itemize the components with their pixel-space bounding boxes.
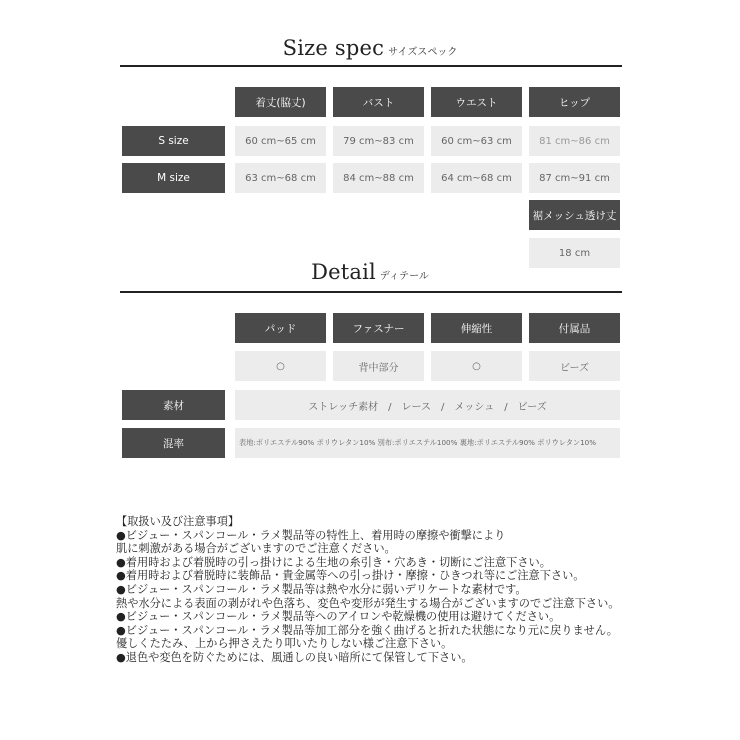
detail-subtitle: ディテール — [379, 271, 429, 282]
size-spec-divider — [120, 65, 622, 67]
size-header-hip: ヒップ — [529, 87, 620, 117]
size-cell-s-length: 60 cm~65 cm — [235, 126, 326, 156]
detail-header-pad: パッド — [235, 313, 326, 343]
size-header-mesh-length: 裾メッシュ透け丈 — [529, 200, 620, 230]
detail-header-zipper: ファスナー — [333, 313, 424, 343]
blend-label: 混率 — [122, 428, 225, 458]
size-cell-m-waist: 64 cm~68 cm — [431, 163, 522, 193]
detail-cell-accessories: ビーズ — [529, 351, 620, 381]
material-value: ストレッチ素材 / レース / メッシュ / ビーズ — [235, 390, 620, 420]
care-note-line: ●着用時および着脱時の引っ掛けによる生地の糸引き・穴あき・切断にご注意下さい。 — [116, 555, 551, 569]
care-notes-heading: 【取扱い及び注意事項】 — [116, 515, 240, 528]
size-cell-m-hip: 87 cm~91 cm — [529, 163, 620, 193]
care-note-line: ●着用時および着脱時に装飾品・貴金属等への引っ掛け・摩擦・ひきつれ等にご注意下さい。 — [116, 569, 585, 583]
care-note-line: ●ビジュー・スパンコール・ラメ製品等は熱や水分に弱いデリケートな素材です。 — [116, 582, 527, 596]
care-note-line: 肌に刺激がある場合がございますのでご注意ください。 — [116, 542, 396, 556]
care-note-line: ●ビジュー・スパンコール・ラメ製品等へのアイロンや乾燥機の使用は避けてください。 — [116, 610, 561, 624]
size-cell-s-waist: 60 cm~63 cm — [431, 126, 522, 156]
size-row-label-m: M size — [122, 163, 225, 193]
blend-value: 表地:ポリエステル90% ポリウレタン10% 別布:ポリエステル100% 裏地:ポリエステル90% ポリウレタン10% — [235, 428, 620, 458]
detail-title: Detail — [311, 260, 376, 284]
size-header-length: 着丈(脇丈) — [235, 87, 326, 117]
size-spec-heading — [0, 36, 740, 60]
detail-divider — [120, 291, 622, 293]
detail-header-stretch: 伸縮性 — [431, 313, 522, 343]
size-cell-s-bust: 79 cm~83 cm — [333, 126, 424, 156]
material-label: 素材 — [122, 390, 225, 420]
size-cell-m-length: 63 cm~68 cm — [235, 163, 326, 193]
size-spec-title: Size spec — [282, 36, 385, 60]
size-header-bust: バスト — [333, 87, 424, 117]
size-cell-mesh-length: 18 cm — [529, 238, 620, 268]
care-notes — [116, 515, 636, 665]
size-row-label-s: S size — [122, 126, 225, 156]
detail-heading — [0, 260, 740, 284]
care-note-line: ●ビジュー・スパンコール・ラメ製品等加工部分を強く曲げると折れた状態になり元に戻りません。 — [116, 623, 618, 637]
detail-cell-stretch: ○ — [431, 351, 522, 381]
detail-header-accessories: 付属品 — [529, 313, 620, 343]
care-note-line: ●退色や変色を防ぐためには、風通しの良い暗所にて保管して下さい。 — [116, 650, 473, 664]
size-cell-s-hip: 81 cm~86 cm — [529, 126, 620, 156]
detail-cell-pad: ○ — [235, 351, 326, 381]
care-note-line: 優しくたたみ、上から押さえたり叩いたりしない様ご注意下さい。 — [116, 637, 453, 651]
care-note-line: 熱や水分による表面の剥がれや色落ち、変色や変形が発生する場合がございますのでご注意下さい。 — [116, 596, 620, 610]
care-note-line: ●ビジュー・スパンコール・ラメ製品等の特性上、着用時の摩擦や衝撃により — [116, 528, 506, 542]
size-spec-subtitle: サイズスペック — [388, 47, 458, 58]
size-cell-m-bust: 84 cm~88 cm — [333, 163, 424, 193]
detail-cell-zipper: 背中部分 — [333, 351, 424, 381]
size-header-waist: ウエスト — [431, 87, 522, 117]
